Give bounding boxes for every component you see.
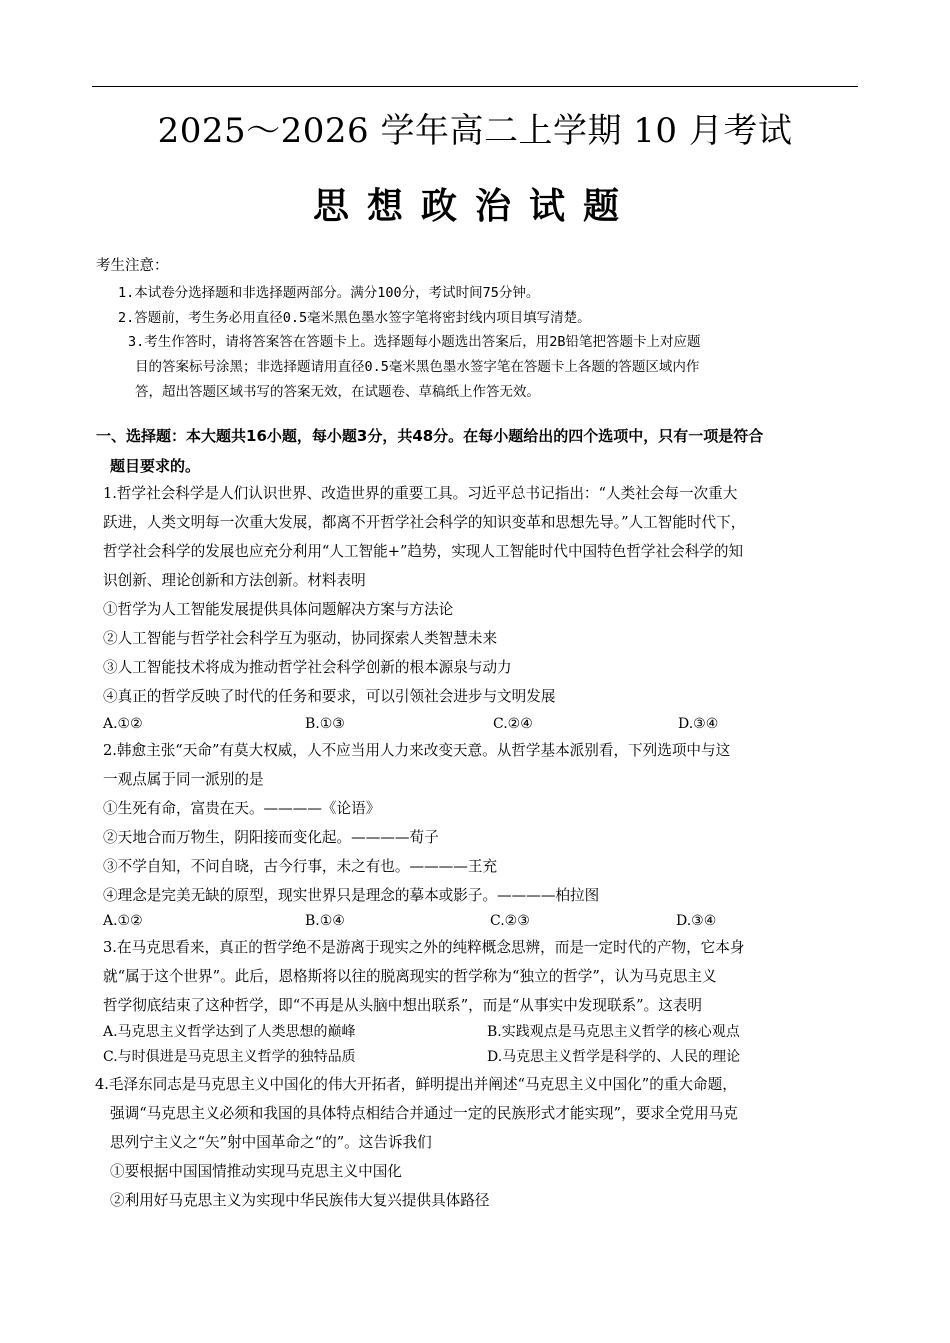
statement-item: ②天地合而万物生，阴阳接而变化起。————荀子 [103,829,439,846]
answer-option: D.马克思主义哲学是科学的、人民的理论 [487,1049,741,1065]
question-stem: 强调“马克思主义必须和我国的具体特点相结合并通过一定的民族形式才能实现”，要求全党用马克 [110,1105,738,1122]
question-stem: 1.哲学社会科学是人们认识世界、改造世界的重要工具。习近平总书记指出：“人类社会每一次重大 [103,485,738,502]
answer-option: B.①③ [305,716,345,732]
notice-line: 答，超出答题区域书写的答案无效，在试题卷、草稿纸上作答无效。 [135,384,540,400]
answer-option: A.①② [103,716,143,732]
notice-line: 1.本试卷分选择题和非选择题两部分。满分100分，考试时间75分钟。 [118,285,540,301]
question-stem: 3.在马克思看来，真正的哲学绝不是游离于现实之外的纯粹概念思辨，而是一定时代的产物，它本身 [103,939,745,956]
question-stem: 4.毛泽东同志是马克思主义中国化的伟大开拓者，鲜明提出并阐述“马克思主义中国化”的重大命题， [95,1076,737,1093]
statement-item: ③人工智能技术将成为推动哲学社会科学创新的根本源泉与动力 [103,659,512,676]
answer-option: D.③④ [676,913,717,929]
statement-item: ③不学自知，不问自晓，古今行事，未之有也。————王充 [103,858,498,875]
question-stem: 哲学彻底结束了这种哲学，即“不再是从头脑中想出联系”，而是“从事实中发现联系”。这表明 [103,997,703,1014]
answer-option: A.①② [103,913,143,929]
notice-line: 2.答题前，考生务必用直径0.5毫米黑色墨水签字笔将密封线内项目填写清楚。 [118,310,591,326]
statement-item: ①生死有命，富贵在天。————《论语》 [103,800,381,817]
statement-item: ②利用好马克思主义为实现中华民族伟大复兴提供具体路径 [110,1192,490,1209]
statement-item: ④真正的哲学反映了时代的任务和要求，可以引领社会进步与文明发展 [103,688,556,705]
question-stem: 一观点属于同一派别的是 [103,771,264,788]
answer-option: A.马克思主义哲学达到了人类思想的巅峰 [103,1024,356,1040]
answer-option: D.③④ [678,716,719,732]
notice-heading: 考生注意： [96,258,169,274]
notice-line: 目的答案标号涂黑；非选择题请用直径0.5毫米黑色墨水签字笔在答题卡上各题的答题区域内作 [135,359,700,375]
answer-option: B.实践观点是马克思主义哲学的核心观点 [487,1024,740,1040]
answer-option: B.①④ [305,913,345,929]
statement-item: ②人工智能与哲学社会科学互为驱动，协同探索人类智慧未来 [103,630,498,647]
answer-option: C.②④ [493,716,533,732]
question-stem: 2.韩愈主张“天命”有莫大权威，人不应当用人力来改变天意。从哲学基本派别看，下列选项中与这 [103,742,731,759]
statement-item: ①哲学为人工智能发展提供具体问题解决方案与方法论 [103,601,454,618]
question-stem: 就“属于这个世界”。此后，恩格斯将以往的脱离现实的哲学称为“独立的哲学”，认为马克思主义 [103,968,717,985]
answer-option: C.与时俱进是马克思主义哲学的独特品质 [103,1049,356,1065]
question-stem: 思列宁主义之“矢”射中国革命之“的”。这告诉我们 [110,1134,432,1151]
question-stem: 识创新、理论创新和方法创新。材料表明 [103,572,366,589]
question-stem: 哲学社会科学的发展也应充分利用“人工智能+”趋势，实现人工智能时代中国特色哲学社会科学的知 [103,543,744,560]
statement-item: ④理念是完美无缺的原型，现实世界只是理念的摹本或影子。————柏拉图 [103,887,600,904]
statement-item: ①要根据中国国情推动实现马克思主义中国化 [110,1163,402,1180]
subject-title: 思想政治试题 [312,186,637,227]
top-rule [92,86,858,87]
exam-title: 2025～2026 学年高二上学期 10 月考试 [157,111,793,151]
section-heading: 题目要求的。 [110,457,201,475]
notice-line: 3.考生作答时，请将答案答在答题卡上。选择题每小题选出答案后，用2B铅笔把答题卡上对应题 [128,334,701,350]
section-heading: 一、选择题：本大题共16小题，每小题3分，共48分。在每小题给出的四个选项中，只有一项是符合 [96,427,764,445]
answer-option: C.②③ [490,913,530,929]
question-stem: 跃进，人类文明每一次重大发展，都离不开哲学社会科学的知识变革和思想先导。”人工智能时代下， [103,514,746,531]
